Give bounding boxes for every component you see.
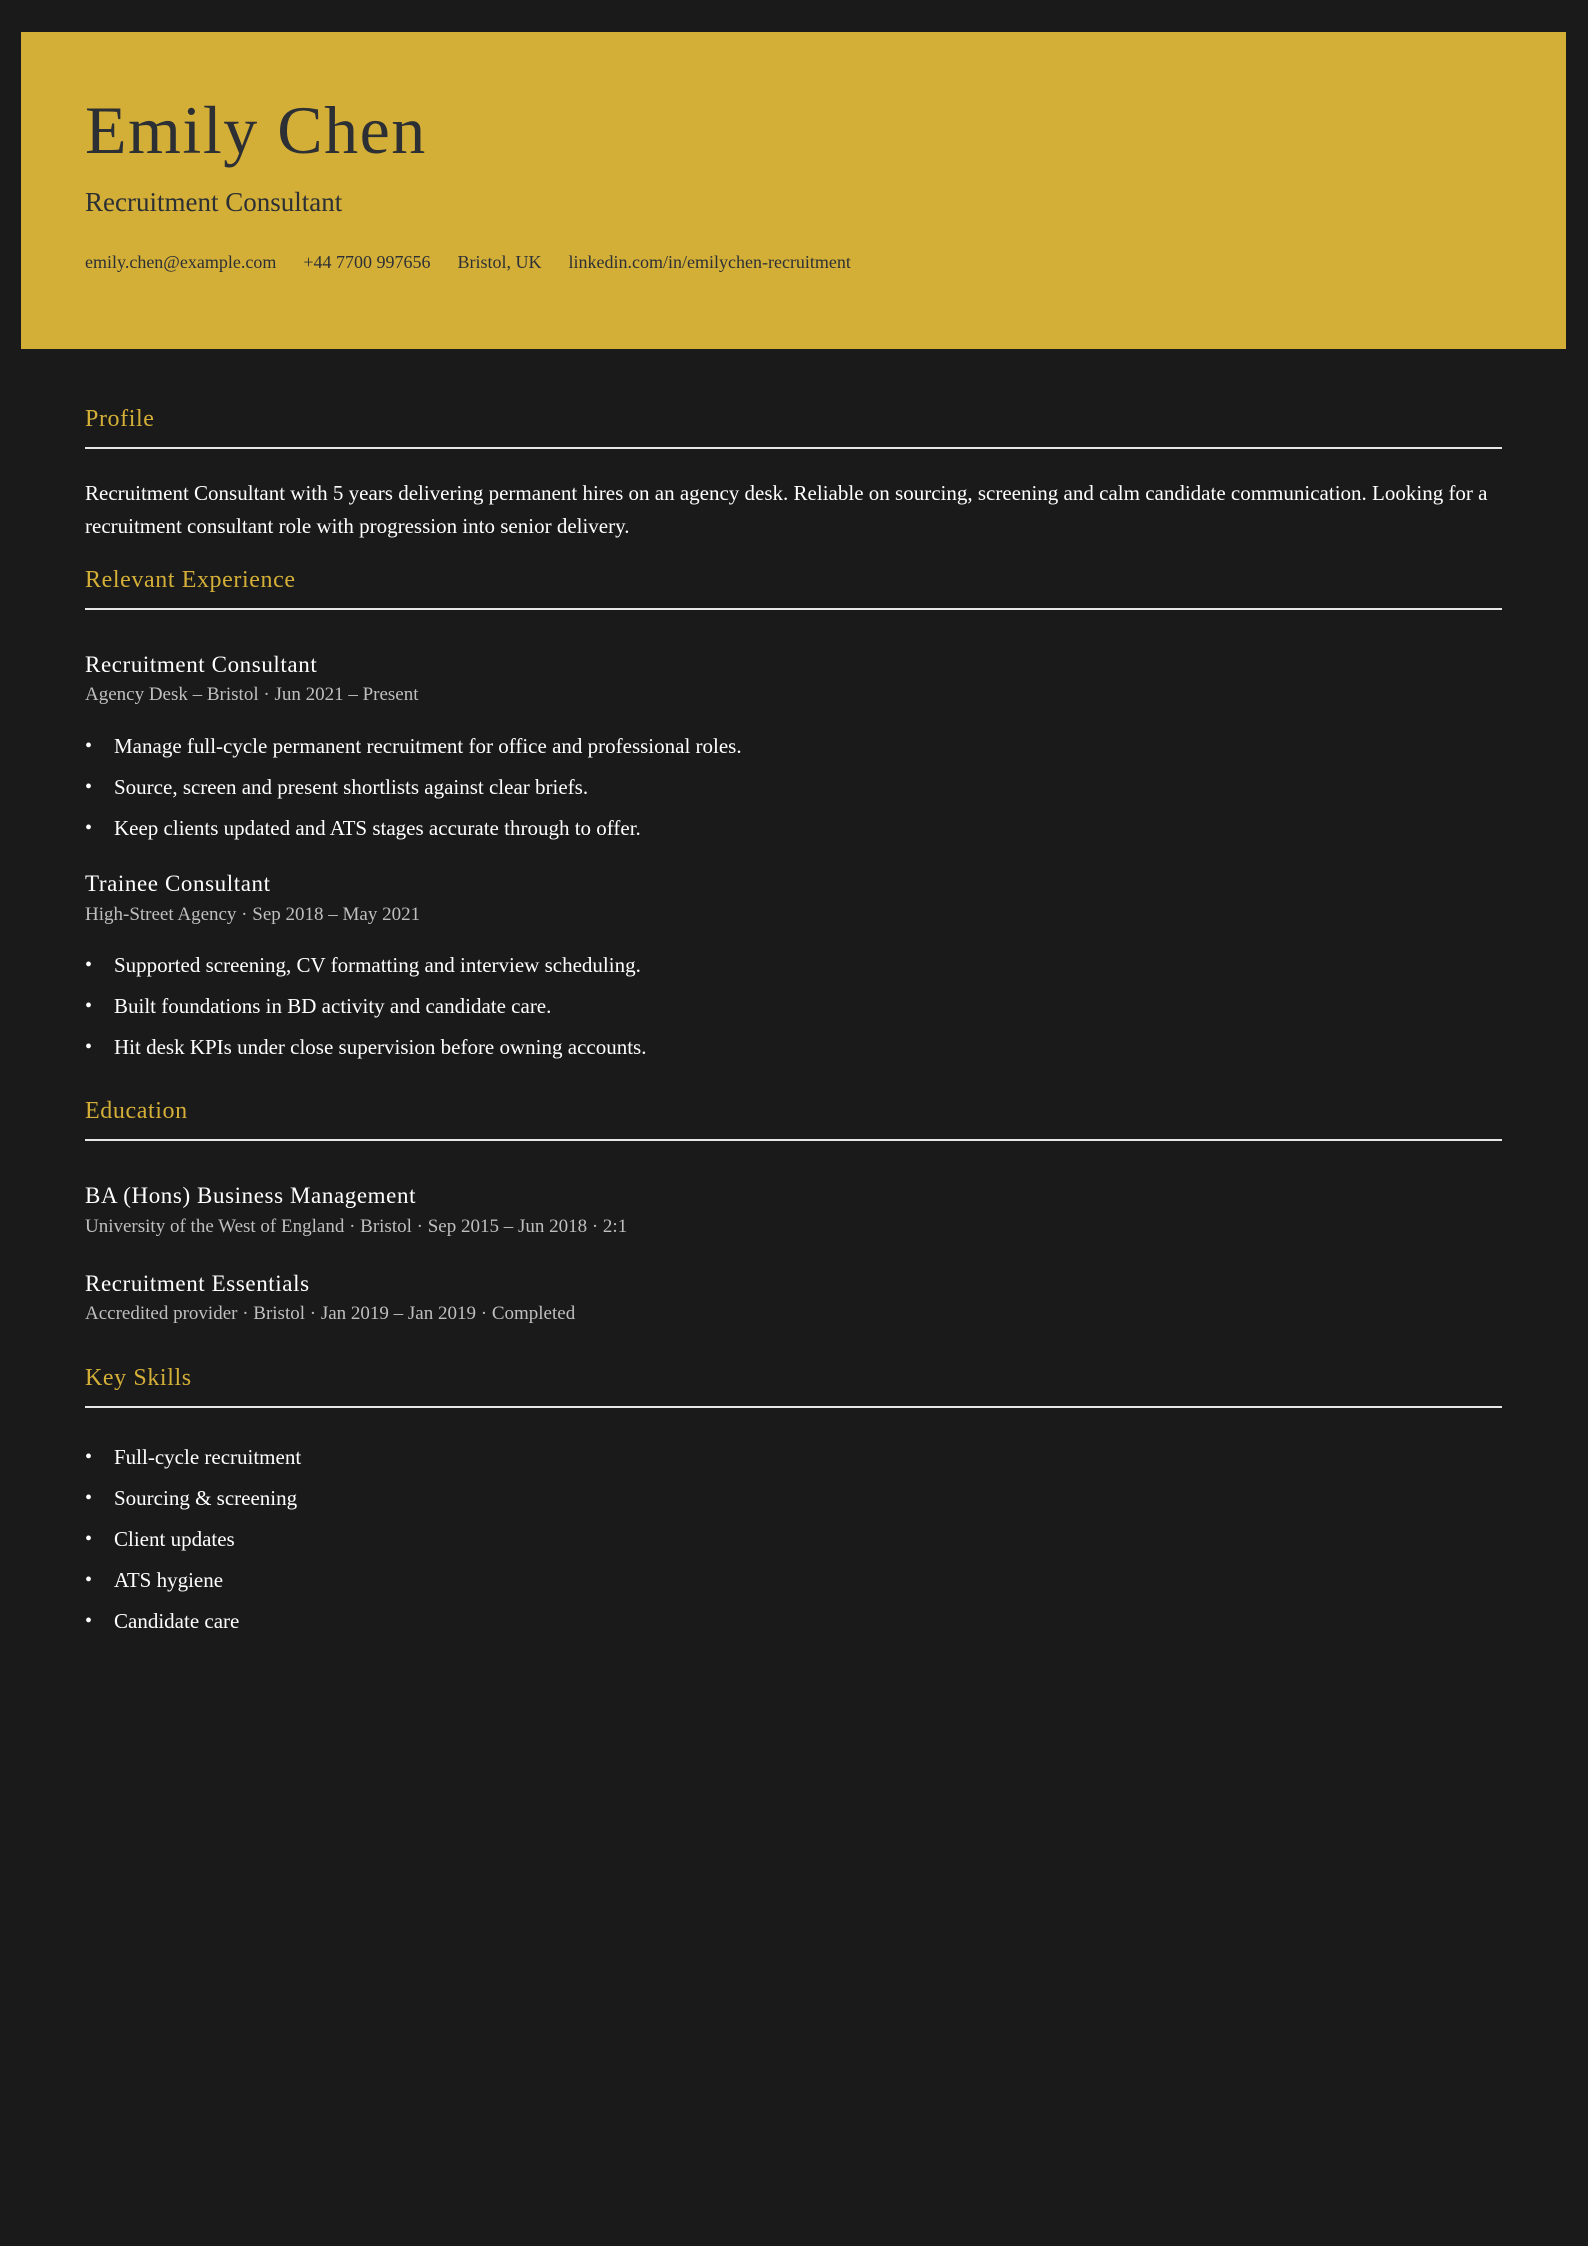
- resume-header: [21, 32, 1566, 349]
- bullet-item: [85, 733, 1502, 759]
- job-bullets: [85, 952, 1502, 1060]
- education-title: BA (Hons) Business Management: [85, 1183, 417, 1209]
- skill-text: Sourcing & screening: [114, 1485, 298, 1510]
- bullet-icon: •: [85, 1568, 93, 1591]
- bullet-item: [85, 774, 1502, 800]
- bullet-icon: •: [85, 1486, 93, 1509]
- bullet-icon: •: [85, 1609, 93, 1632]
- resume-body: [85, 405, 1502, 1634]
- skill-item: [85, 1526, 1502, 1552]
- job-meta: Agency Desk – Bristol · Jun 2021 – Present: [85, 684, 419, 706]
- skill-text: ATS hygiene: [114, 1567, 224, 1592]
- job-bullets: [85, 733, 1502, 841]
- bullet-icon: •: [85, 954, 93, 977]
- skill-text: Candidate care: [114, 1608, 240, 1633]
- contact-line: [85, 252, 851, 274]
- bullet-icon: •: [85, 995, 93, 1018]
- contact-location: Bristol, UK: [457, 252, 542, 272]
- education-entry: [85, 1182, 1502, 1238]
- job-title: Recruitment Consultant: [85, 651, 318, 677]
- contact-linkedin[interactable]: linkedin.com/in/emilychen-recruitment: [568, 252, 851, 272]
- bullet-text: Keep clients updated and ATS stages accurate through to offer.: [114, 815, 641, 840]
- education-entry: [85, 1270, 1502, 1326]
- skill-text: Client updates: [114, 1526, 235, 1551]
- bullet-icon: •: [85, 775, 93, 798]
- education-title: Recruitment Essentials: [85, 1270, 310, 1296]
- job-meta: High-Street Agency · Sep 2018 – May 2021: [85, 903, 421, 925]
- profile-summary: Recruitment Consultant with 5 years delivering permanent hires on an agency desk. Reliable on sourcing, screening and calm candidate communication. Looking for a recruitment consultant role with progression into senior delivery.: [85, 480, 1488, 538]
- job-title: Trainee Consultant: [85, 870, 271, 896]
- bullet-item: [85, 993, 1502, 1019]
- section-heading-profile: Profile: [85, 405, 1502, 449]
- skill-text: Full-cycle recruitment: [114, 1444, 302, 1469]
- profile-section: [85, 405, 1502, 543]
- candidate-role: Recruitment Consultant: [85, 187, 343, 217]
- contact-email[interactable]: emily.chen@example.com: [85, 252, 277, 272]
- skill-item: [85, 1444, 1502, 1470]
- skills-list: [85, 1444, 1502, 1634]
- bullet-icon: •: [85, 734, 93, 757]
- bullet-icon: •: [85, 1527, 93, 1550]
- experience-section: [85, 566, 1502, 1061]
- skill-item: [85, 1567, 1502, 1593]
- bullet-text: Manage full-cycle permanent recruitment for office and professional roles.: [114, 733, 742, 758]
- bullet-icon: •: [85, 1445, 93, 1468]
- skills-section: [85, 1364, 1502, 1634]
- bullet-item: [85, 815, 1502, 841]
- candidate-name: Emily Chen: [85, 92, 427, 168]
- skill-item: [85, 1608, 1502, 1634]
- bullet-icon: •: [85, 1036, 93, 1059]
- contact-phone[interactable]: +44 7700 997656: [303, 252, 431, 272]
- education-section: [85, 1097, 1502, 1326]
- bullet-item: [85, 1034, 1502, 1060]
- bullet-text: Hit desk KPIs under close supervision before owning accounts.: [114, 1035, 647, 1060]
- bullet-text: Supported screening, CV formatting and interview scheduling.: [114, 953, 641, 978]
- bullet-icon: •: [85, 816, 93, 839]
- bullet-text: Built foundations in BD activity and candidate care.: [114, 994, 552, 1019]
- education-meta: University of the West of England · Bristol · Sep 2015 – Jun 2018 · 2:1: [85, 1215, 628, 1237]
- bullet-text: Source, screen and present shortlists against clear briefs.: [114, 774, 589, 799]
- bullet-item: [85, 952, 1502, 978]
- job-entry: [85, 870, 1502, 1060]
- section-heading-education: Education: [85, 1097, 1502, 1141]
- skill-item: [85, 1485, 1502, 1511]
- section-heading-experience: Relevant Experience: [85, 566, 1502, 610]
- job-entry: [85, 651, 1502, 841]
- section-heading-skills: Key Skills: [85, 1364, 1502, 1408]
- education-meta: Accredited provider · Bristol · Jan 2019 – Jan 2019 · Completed: [85, 1303, 576, 1325]
